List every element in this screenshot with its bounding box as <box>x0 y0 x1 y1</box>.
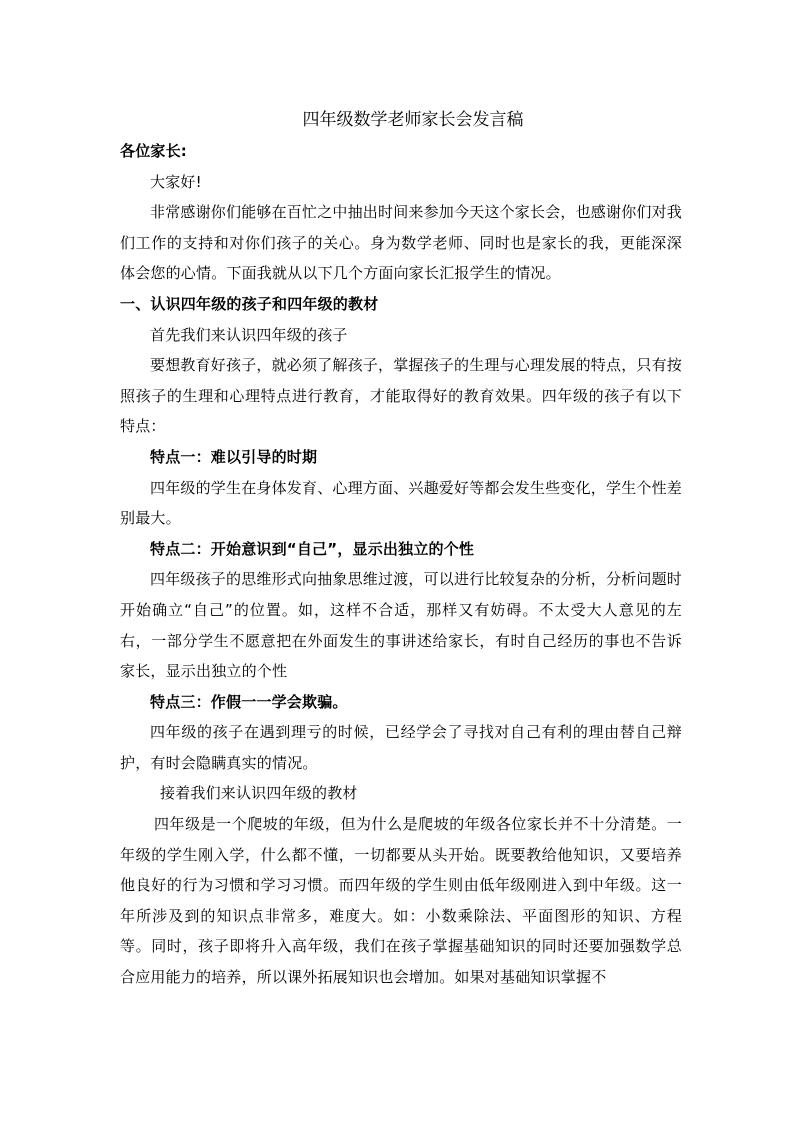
textbook-paragraph: 四年级是一个爬坡的年级，但为什么是爬坡的年级各位家长并不十分清楚。一年级的学生刚入学，什么都不懂，一切都要从头开始。既要教给他知识，又要培养他良好的行为习惯和学习习惯。而四年级的学生则由低年级刚进入到中年级。这一年所涉及到的知识点非常多，难度大。如：小数乘除法、平面图形的知识、方程等。同时，孩子即将升入高年级，我们在孩子掌握基础知识的同时还要加强数学总合应用能力的培养，所以课外拓展知识也会增加。如果对基础知识掌握不 <box>120 815 682 987</box>
feature-1-heading: 特点一：难以引导的时期 <box>150 447 318 466</box>
feature-1-paragraph: 四年级的学生在身体发育、心理方面、兴趣爱好等都会发生些变化，学生个性差别最大。 <box>120 478 683 528</box>
greeting: 大家好! <box>150 172 202 191</box>
salutation: 各位家长: <box>120 142 187 160</box>
subheading-textbook: 接着我们来认识四年级的教材 <box>160 784 358 803</box>
document-page <box>120 104 682 993</box>
feature-3-paragraph: 四年级的孩子在遇到理亏的时候，已经学会了寻找对自己有利的理由替自己辩护，有时会隐瞒真实的情况。 <box>120 723 682 772</box>
children-paragraph: 要想教育好孩子，就必须了解孩子，掌握孩子的生理与心理发展的特点，只有按照孩子的生理和心理特点进行教育，才能取得好的教育效果。四年级的孩子有以下特点： <box>120 356 683 436</box>
subheading-children: 首先我们来认识四年级的孩子 <box>150 325 348 344</box>
intro-paragraph: 非常感谢你们能够在百忙之中抽出时间来参加今天这个家长会，也感谢你们对我们工作的支持和对你们孩子的关心。身为数学老师、同时也是家长的我，更能深深体会您的心情。下面我就从以下几个方面向家长汇报学生的情况。 <box>120 203 683 283</box>
feature-2-heading: 特点二：开始意识到“自己”，显示出独立的个性 <box>150 539 475 558</box>
section-heading-1: 一、认识四年级的孩子和四年级的教材 <box>120 294 379 313</box>
feature-3-heading: 特点三：作假一一学会欺骗。 <box>150 692 348 711</box>
feature-2-paragraph: 四年级孩子的思维形式向抽象思维过渡，可以进行比较复杂的分析，分析问题时开始确立“自己”的位置。如，这样不合适，那样又有妨碍。不太受大人意见的左右，一部分学生不愿意把在外面发生的事讲述给家长，有时自己经历的事也不告诉家长，显示出独立的个性 <box>120 570 683 681</box>
document-title: 四年级数学老师家长会发言稿 <box>302 110 524 130</box>
